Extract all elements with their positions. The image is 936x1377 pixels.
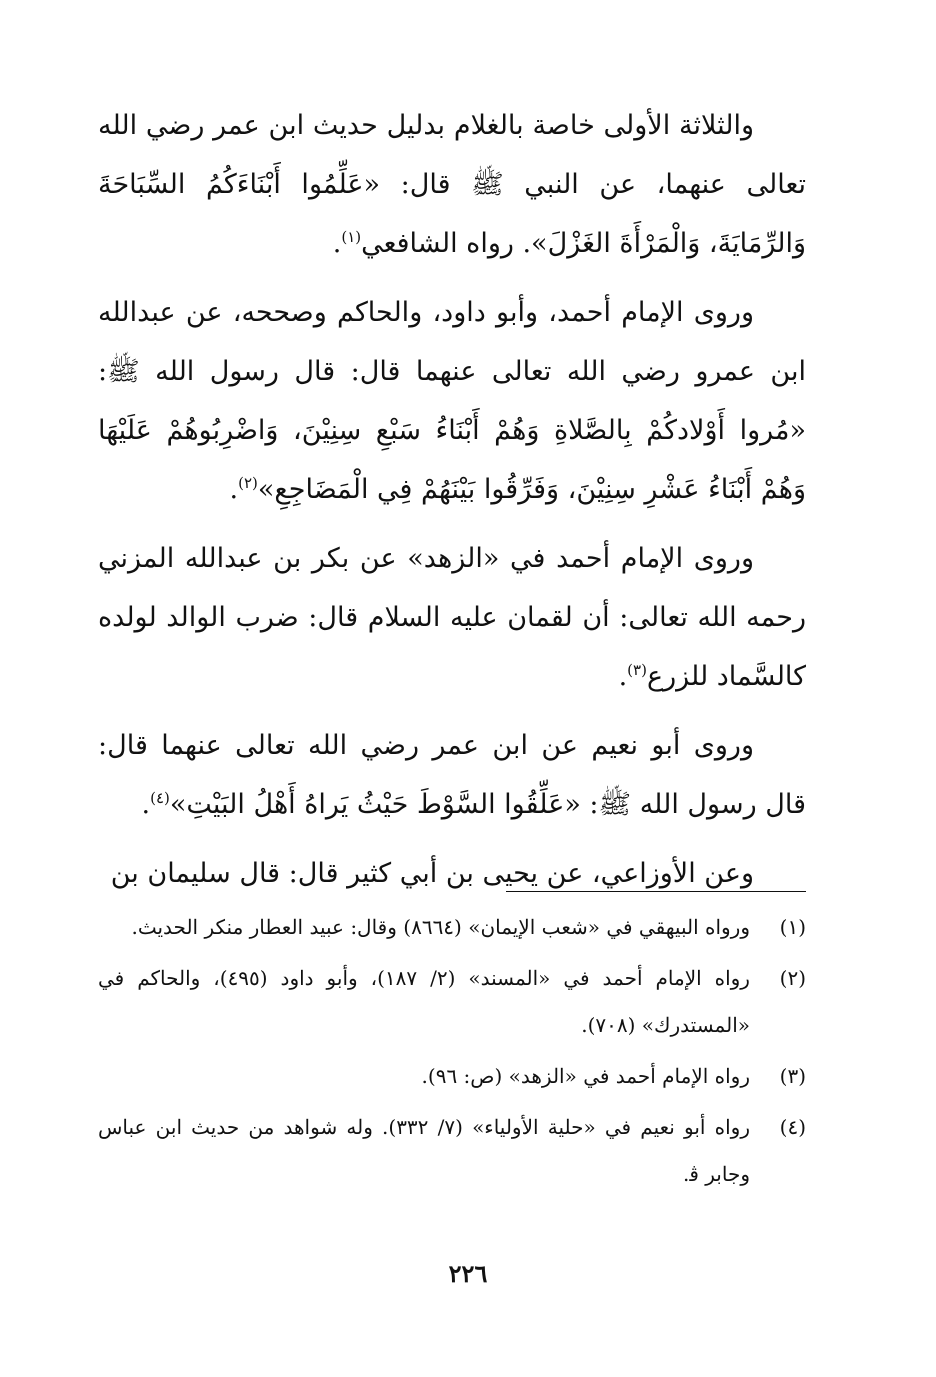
footnote-number: (٣)	[779, 1064, 806, 1088]
footnote-text: رواه أبو نعيم في «حلية الأولياء» (٧/ ٣٣٢). وله شواهد من حديث ابن عباس وجابر ﭬ.	[98, 1115, 750, 1186]
paragraph-2: وروى الإمام أحمد، وأبو داود، والحاكم وصححه، عن عبدالله ابن عمرو رضي الله تعالى عنهما قال: قال رسول الله ﷺ: «مُروا أَوْلادكُمْ بِالصَّلاةِ وَهُمْ أَبْنَاءُ سَبْعِ سِنِيْنَ، وَاضْرِبُوهُمْ عَلَيْهَا وَهُمْ أَبْنَاءُ عَشْرِ سِنِيْنَ، وَفَرِّقُوا بَيْنَهُمْ فِي الْمَضَاجِعِ»$^{(٢)}$.	[98, 297, 806, 505]
footnote-text: رواه الإمام أحمد في «المسند» (٢/ ١٨٧)، وأبو داود (٤٩٥)، والحاكم في «المستدرك» (٧٠٨).	[98, 966, 750, 1037]
footnote-ref-3[interactable]: (٣)	[627, 661, 647, 679]
paragraph-1: والثلاثة الأولى خاصة بالغلام بدليل حديث ابن عمر رضي الله تعالى عنهما، عن النبي ﷺ قال: «عَلِّمُوا أَبْنَاءَكُمُ السِّبَاحَةَ وَالرِّمَايَةَ، وَالْمَرْأَةَ الغَزْلَ». رواه الشافعي$^{(١)}$.	[98, 110, 806, 259]
footnote-text: رواه الإمام أحمد في «الزهد» (ص: ٩٦).	[421, 1064, 750, 1088]
paragraph-5: وعن الأوزاعي، عن يحيى بن أبي كثير قال: قال سليمان بن	[110, 858, 754, 889]
footnote-number: (٢)	[779, 966, 806, 990]
footnote-divider	[506, 891, 806, 892]
footnote-ref-4[interactable]: (٤)	[150, 789, 170, 807]
footnote-number: (٤)	[779, 1115, 806, 1139]
page-number: ٢٢٦	[448, 1259, 488, 1288]
footnote-number: (١)	[779, 915, 806, 939]
footnote-4	[98, 1104, 806, 1198]
paragraph-4: وروى أبو نعيم عن ابن عمر رضي الله تعالى عنهما قال: قال رسول الله ﷺ: «عَلِّقُوا السَّوْطَ حَيْثُ يَراهُ أَهْلُ البَيْتِ»$^{(٤)}$.	[98, 730, 806, 820]
footnote-3	[98, 1053, 806, 1100]
footnote-1	[98, 904, 806, 951]
footnote-2	[98, 955, 806, 1049]
paragraph-3: وروى الإمام أحمد في «الزهد» عن بكر بن عبدالله المزني رحمه الله تعالى: أن لقمان عليه السلام قال: ضرب الوالد لولده كالسَّماد للزرع$^{(٣)}$.	[98, 543, 806, 692]
footnote-ref-1[interactable]: (١)	[341, 228, 362, 246]
main-text	[98, 96, 806, 913]
footnote-text: ورواه البيهقي في «شعب الإيمان» (٨٦٦٤) وقال: عبيد العطار منكر الحديث.	[131, 915, 750, 939]
footnote-ref-2[interactable]: (٢)	[238, 474, 258, 492]
footnotes	[98, 904, 806, 1202]
